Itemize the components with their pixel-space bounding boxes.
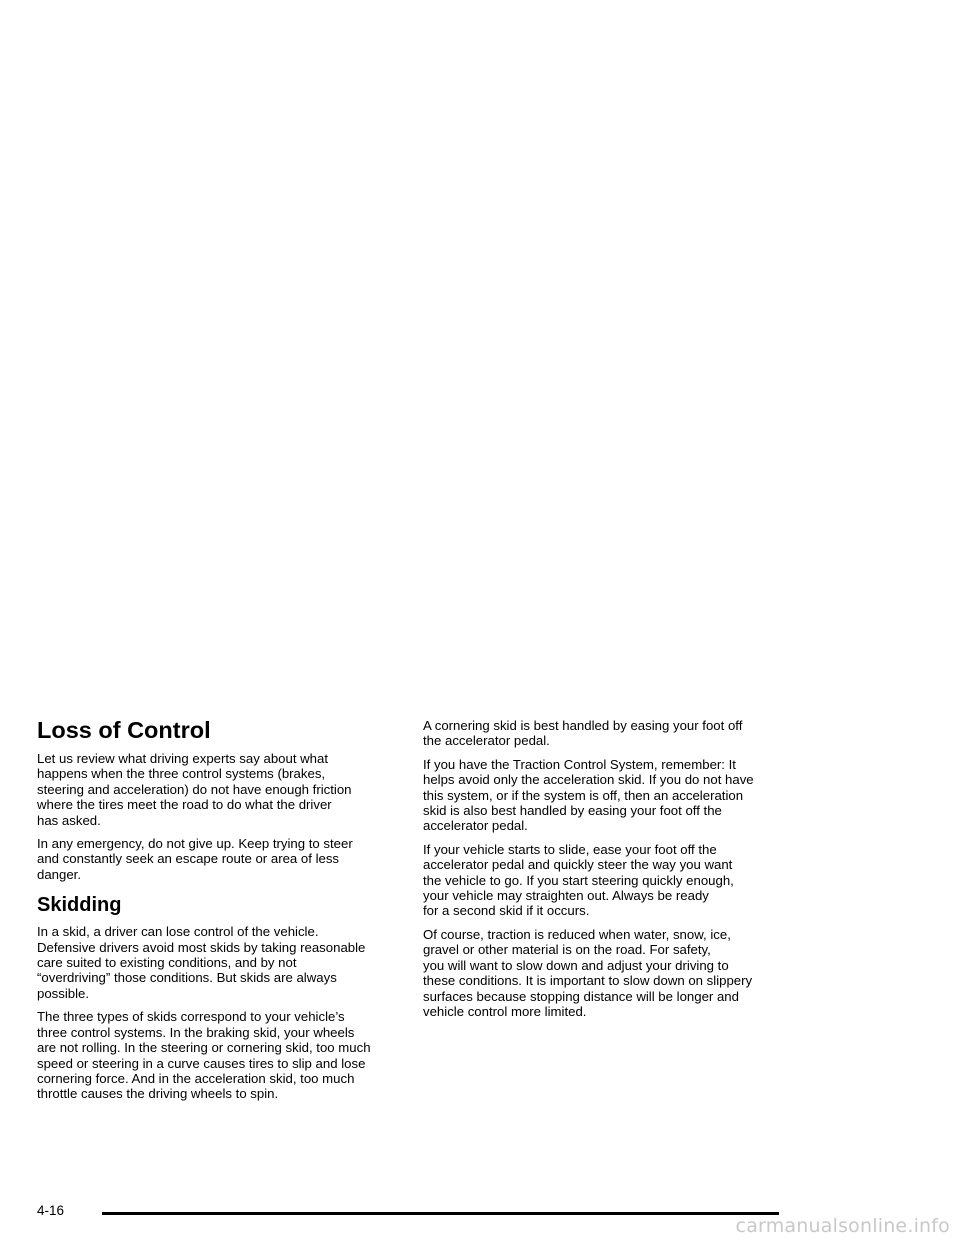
heading-skidding: Skidding bbox=[37, 894, 122, 917]
paragraph-review: Let us review what driving experts say about what happens when the three control systems (brakes, steering and acceleration) do not have enough friction where the tires meet the road to do what the driver has asked. bbox=[37, 751, 352, 828]
paragraph-conditions: Of course, traction is reduced when water, snow, ice, gravel or other material is on the road. For safety, you will want to slow down and adjust your driving to these conditions. It is important to slow down on slippery surfaces because stopping distance will be longer and vehicle control more limited. bbox=[423, 926, 753, 1019]
paragraph-skid-types: The three types of skids correspond to your vehicle’s three control systems. In the braking skid, your wheels are not rolling. In the steering or cornering skid, too much speed or steering in a curve causes tires to slip and lose cornering force. And in the acceleration skid, too much throttle causes the driving wheels to spin. bbox=[37, 1009, 371, 1102]
paragraph-cornering: A cornering skid is best handled by easing your foot off the accelerator pedal. bbox=[423, 718, 743, 749]
watermark[interactable]: carmanualsonline.info bbox=[735, 1215, 950, 1237]
paragraph-slide: If your vehicle starts to slide, ease your foot off the accelerator pedal and quickly steer the way you want the vehicle to go. If you start steering quickly enough, your vehicle may straighten out. Always be ready for a second skid if it occurs. bbox=[423, 841, 734, 919]
page-number: 4-16 bbox=[37, 1203, 65, 1218]
left-column bbox=[37, 715, 397, 1110]
paragraph-emergency: In any emergency, do not give up. Keep trying to steer and constantly seek an escape route or area of less danger. bbox=[37, 836, 353, 882]
paragraph-skid-control: In a skid, a driver can lose control of the vehicle. Defensive drivers avoid most skids by taking reasonable care suited to existing conditions, and by not “overdriving” those conditions. But skids are always possible. bbox=[37, 924, 366, 1001]
heading-loss-of-control: Loss of Control bbox=[37, 717, 211, 743]
footer-rule bbox=[102, 1212, 779, 1215]
right-column bbox=[423, 718, 783, 1027]
paragraph-traction: If you have the Traction Control System, remember: It helps avoid only the acceleration skid. If you do not have this system, or if the system is off, then an acceleration skid is also best handled by easing your foot off the accelerator pedal. bbox=[423, 756, 754, 834]
